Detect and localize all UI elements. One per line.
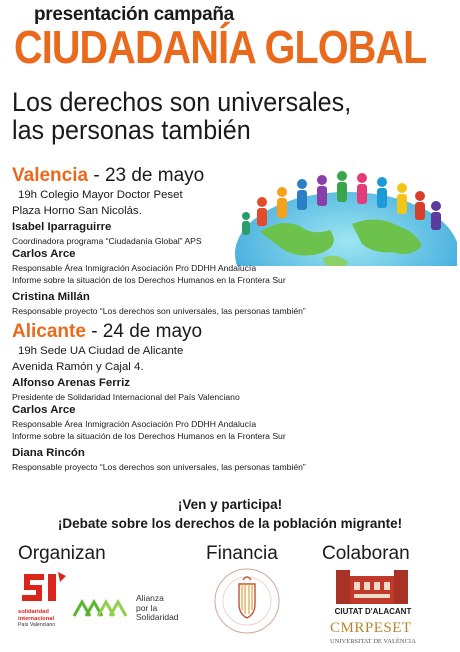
si-mark-icon [18,570,68,604]
cta-line2: ¡Debate sobre los derechos de la población migrante! [57,516,403,531]
ciutat-alacant-building-icon [330,566,414,606]
si-logo-text-1: solidaridad [18,609,49,615]
speaker-name: Diana Rincón [12,447,85,459]
valencia-address: Plaza Horno San Nicolás. [12,205,142,217]
speaker-name: Isabel Iparraguirre [12,221,112,233]
campaign-title: CIUDADANÍA GLOBAL [14,21,427,73]
speaker-name: Carlos Arce [12,248,76,260]
speaker-name: Cristina Millán [12,291,90,303]
alianza-waves-icon [70,594,132,622]
alicante-date: - 24 de mayo [85,321,203,342]
solidaridad-internacional-logo [18,570,68,634]
cta-line1: ¡Ven y participa! [177,497,283,512]
speaker-role: Responsable proyecto “Los derechos son universales, las personas también” [12,306,306,316]
alicante-city: Alicante [12,321,86,342]
valencia-heading [12,165,204,187]
speaker-name: Carlos Arce [12,404,76,416]
alianza-text-1: Alianza [136,593,164,603]
cmr-peset-subtext: UNIVERSITAT DE VALÈNCIA [330,638,416,645]
alicante-address: Avenida Ramón y Cajal 4. [12,361,144,373]
colaboran-label: Colaboran [322,543,410,564]
alicante-venue: 19h Sede UA Ciudad de Alicante [18,345,184,357]
valencia-venue: 19h Colegio Mayor Doctor Peset [18,189,183,201]
ciutat-alacant-text: CIUTAT D'ALACANT [334,607,412,616]
alicante-heading [12,321,202,343]
alianza-text-3: Solidaridad [136,612,179,622]
speaker-role: Informe sobre la situación de los Derechos Humanos en la Frontera Sur [12,431,286,441]
generalitat-seal [212,566,282,636]
globe-people-illustration [232,162,457,274]
speaker-role: Presidente de Solidaridad Internacional del País Valenciano [12,392,240,402]
financia-label: Financia [206,543,278,564]
speaker-role: Responsable Área Inmigración Asociación Pro DDHH Andalucía [12,419,257,429]
speaker-role: Coordinadora programa “Ciudadanía Global” APS [12,236,202,246]
speaker-role: Responsable Área Inmigración Asociación Pro DDHH Andalucía [12,263,257,273]
alianza-text-2: por la [136,602,158,613]
speaker-role: Responsable proyecto “Los derechos son universales, las personas también” [12,462,306,472]
si-logo-text-3: País Valenciano [18,622,56,629]
valencia-date: - 23 de mayo [88,165,205,186]
kicker: presentación campaña [34,4,234,25]
speaker-name: Alfonso Arenas Ferriz [12,377,130,389]
organizan-label: Organizan [18,543,106,564]
alianza-logo-text [136,594,179,623]
subtitle-line2: las personas también [12,115,251,145]
speaker-role: Informe sobre la situación de los Derechos Humanos en la Frontera Sur [12,275,286,285]
cmr-peset-logo: CMRPESET [330,620,412,636]
subtitle-line1: Los derechos son universales, [12,87,352,117]
valencia-city: Valencia [12,165,89,186]
si-logo-text-2: internacional [18,615,55,622]
